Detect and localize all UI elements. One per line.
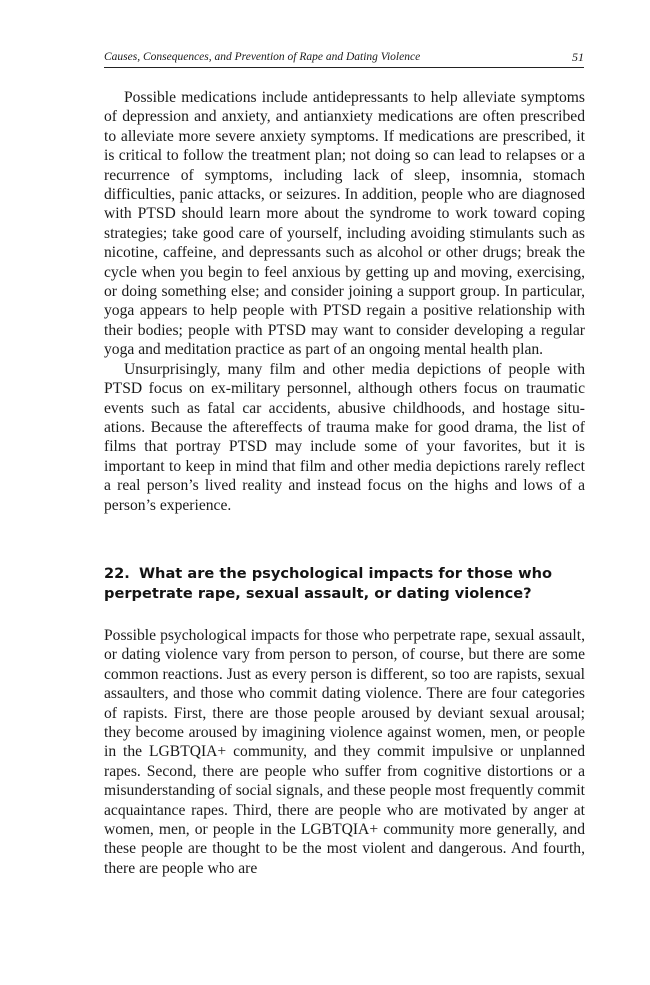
paragraph-media-depictions: Unsurprisingly, many film and other media depictions of people with PTSD focus on ex-military personnel, although others focus on traumatic events such as fatal car accidents, abusive childhoods, and hostage situations. Because the aftereffects of trauma make for good drama, the list of films that portray PTSD may include some of your favorites, but it is important to keep in mind that film and other media depictions rarely reflect a real person’s lived reality and instead focus on the highs and lows of a person’s experience. <box>104 360 585 514</box>
page-number: 51 <box>572 50 584 64</box>
body-text-section <box>104 88 585 515</box>
question-number: 22. <box>104 565 130 582</box>
paragraph-medications: Possible medications include antidepressants to help alleviate symptoms of depression and anxiety, and antianxiety medications are often prescribed to alleviate more severe anxiety symptoms. If medications are prescribed, it is critical to follow the treatment plan; not doing so can lead to relapses or a recurrence of symptoms, including lack of sleep, insomnia, stomach difficulties, panic attacks, or seizures. In addition, people who are diagnosed with PTSD should learn more about the syndrome to work toward coping strategies; take good care of yourself, including avoiding stimulants such as nicotine, caffeine, and depressants such as alcohol or other drugs; break the cycle when you begin to feel anxious by getting up and moving, exercising, or doing something else; and consider joining a support group. In particular, yoga appears to help people with PTSD regain a positive relationship with their bodies; people with PTSD may want to consider developing a regular yoga and meditation practice as part of an ongoing mental health plan. <box>104 89 585 359</box>
question-heading <box>104 564 585 604</box>
paragraph-answer: Possible psychological impacts for those who perpetrate rape, sexual assault, or dating violence vary from person to person, of course, but there are some common reactions. Just as every person is different, so too are rapists, sexual assaulters, and those who commit dating violence. There are four categories of rapists. First, there are those people aroused by deviant sexual arousal; they become aroused by imagining violence against women, men, or people in the LGBTQIA+ community, and they commit impulsive or unplanned rapes. Second, there are people who suffer from cognitive distortions or a misunderstanding of social signals, and these people most frequently commit acquaintance rapes. Third, there are people who are motivated by anger at women, men, or people in the LGBTQIA+ community more generally, and these people are thought to be the most violent and dangerous. And fourth, there are people who are <box>104 627 585 877</box>
question-text: What are the psychological impacts for those who perpetrate rape, sexual assault, or dating violence? <box>104 565 552 602</box>
answer-section <box>104 626 585 878</box>
running-head-title: Causes, Consequences, and Prevention of Rape and Dating Violence <box>104 51 421 63</box>
running-head <box>104 50 584 68</box>
